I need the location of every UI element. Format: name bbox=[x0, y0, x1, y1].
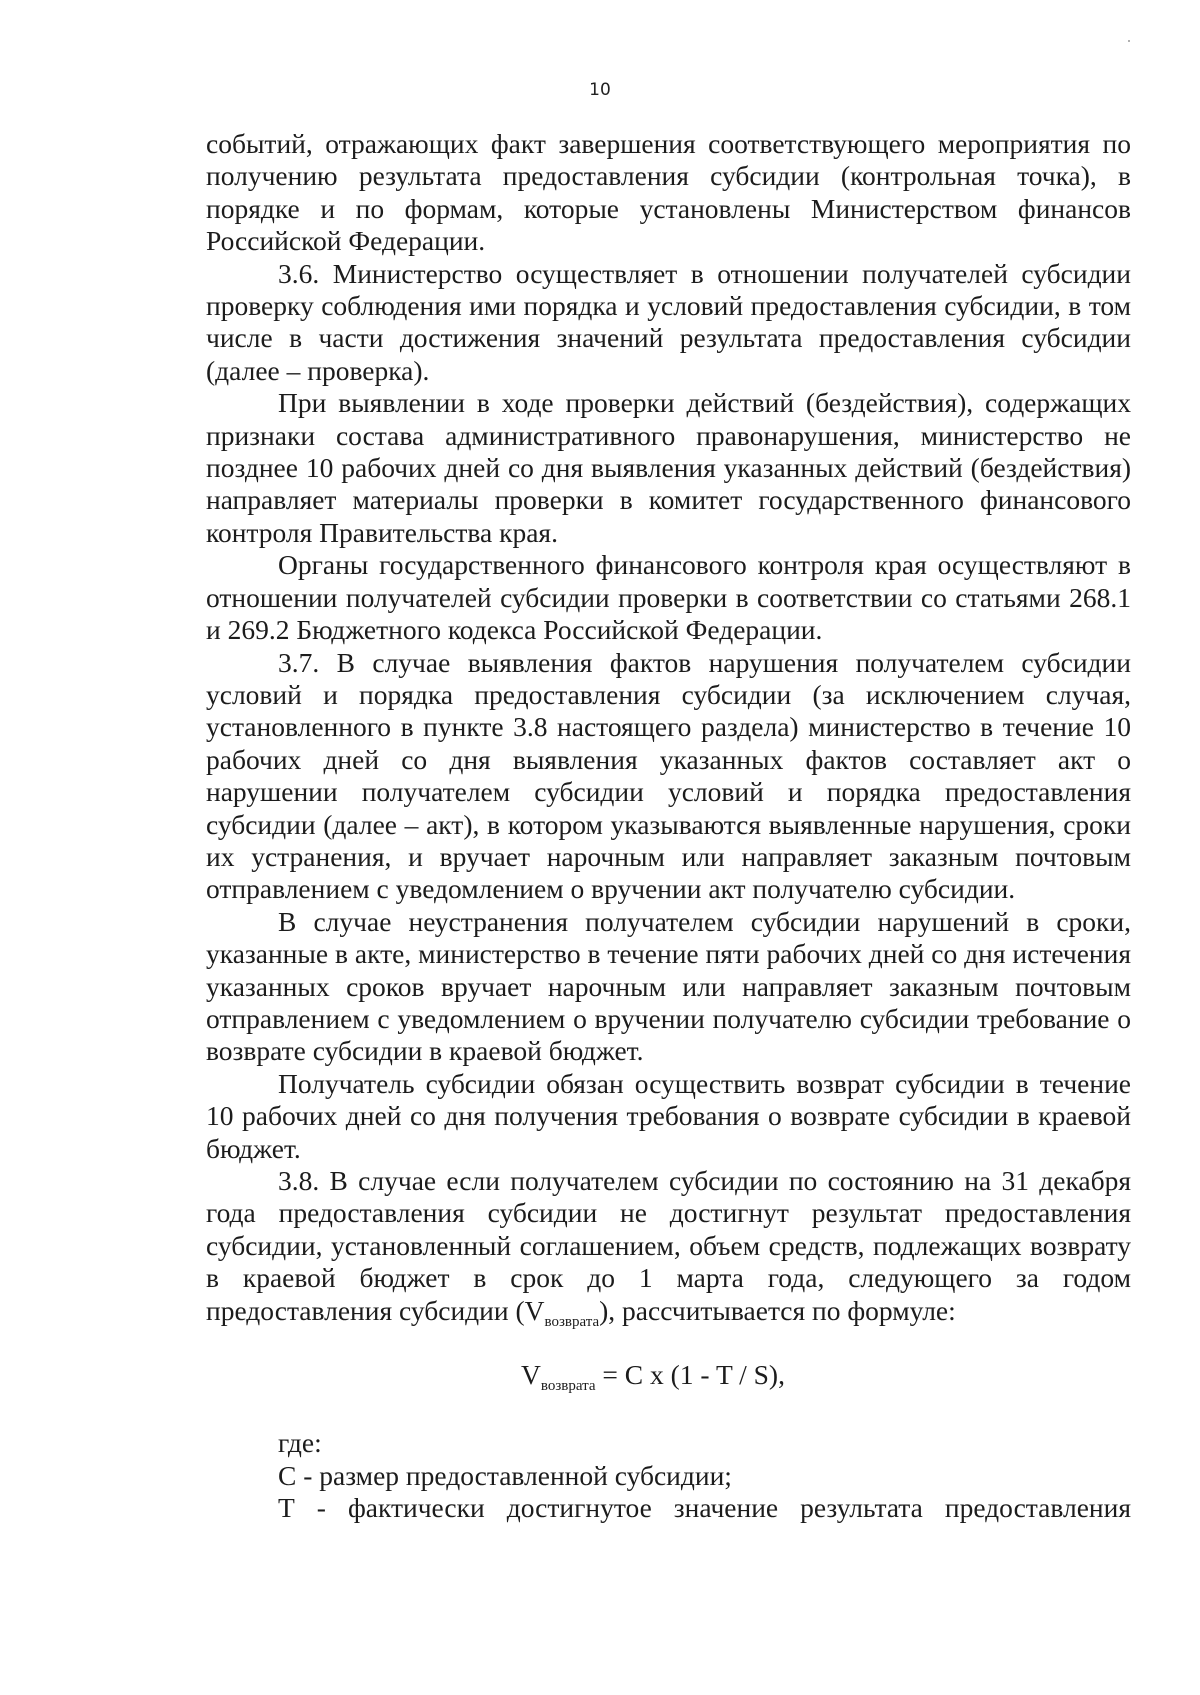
page-number: 10 bbox=[589, 80, 611, 100]
formula-lhs: V bbox=[521, 1359, 541, 1391]
paragraph-3-8-subscript: возврата bbox=[544, 1313, 600, 1330]
definition-c: С - размер предоставленной субсидии; bbox=[278, 1459, 732, 1491]
paragraph-3-8 bbox=[206, 1165, 1131, 1330]
paragraph-3-8-tail: ), рассчитывается по формуле: bbox=[599, 1294, 956, 1326]
paragraph-violations: При выявлении в ходе проверки действий (бездействия), содержащих признаки состава административного правонарушения, министерство не позднее 10 рабочих дней со дня выявления указанных действий (бездействия) направляет материалы проверки в комитет государственного финансового контроля Правительства края. bbox=[206, 387, 1131, 548]
formula-definitions bbox=[206, 1427, 1131, 1524]
formula-lhs-subscript: возврата bbox=[540, 1378, 596, 1395]
formula-rhs: = C x (1 - T / S), bbox=[595, 1359, 785, 1391]
definition-t: Т - фактически достигнутое значение результата предоставления bbox=[278, 1492, 1131, 1524]
document-body bbox=[206, 128, 1131, 1525]
where-label: где: bbox=[278, 1427, 322, 1459]
paragraph-3-6: 3.6. Министерство осуществляет в отношении получателей субсидии проверку соблюдения ими порядка и условий предоставления субсидии, в том числе в части достижения значений результата предоставления субсидии (далее – проверка). bbox=[206, 257, 1131, 386]
paragraph-continuation: событий, отражающих факт завершения соответствующего мероприятия по получению результата предоставления субсидии (контрольная точка), в порядке и по формам, которые установлены Министерством финансов Российской Федерации. bbox=[206, 128, 1131, 257]
paragraph-control-bodies: Органы государственного финансового контроля края осуществляют в отношении получателей субсидии проверки в соответствии со статьями 268.1 и 269.2 Бюджетного кодекса Российской Федерации. bbox=[206, 549, 1131, 646]
paragraph-3-8-text: 3.8. В случае если получателем субсидии по состоянию на 31 декабря года предоставления субсидии не достигнут результат предоставления субсидии, установленный соглашением, объем средств, подлежащих возврату в краевой бюджет в срок до 1 марта года, следующего за годом предоставления субсидии (V bbox=[206, 1165, 1131, 1326]
return-formula bbox=[206, 1359, 1131, 1395]
paragraph-3-7: 3.7. В случае выявления фактов нарушения получателем субсидии условий и порядка предоставления субсидии (за исключением случая, установленного в пункте 3.8 настоящего раздела) министерство в течение 10 рабочих дней со дня выявления указанных фактов составляет акт о нарушении получателем субсидии условий и порядка предоставления субсидии (далее – акт), в котором указываются выявленные нарушения, сроки их устранения, и вручает нарочным или направляет заказным почтовым отправлением с уведомлением о вручении акт получателю субсидии. bbox=[206, 646, 1131, 905]
paragraph-non-elimination: В случае неустранения получателем субсидии нарушений в сроки, указанные в акте, министерство в течение пяти рабочих дней со дня истечения указанных сроков вручает нарочным или направляет заказным почтовым отправлением с уведомлением о вручении получателю субсидии требование о возврате субсидии в краевой бюджет. bbox=[206, 905, 1131, 1067]
paragraph-return-obligation: Получатель субсидии обязан осуществить возврат субсидии в течение 10 рабочих дней со дня получения требования о возврате субсидии в краевой бюджет. bbox=[206, 1067, 1131, 1164]
scan-speck bbox=[1128, 40, 1130, 42]
